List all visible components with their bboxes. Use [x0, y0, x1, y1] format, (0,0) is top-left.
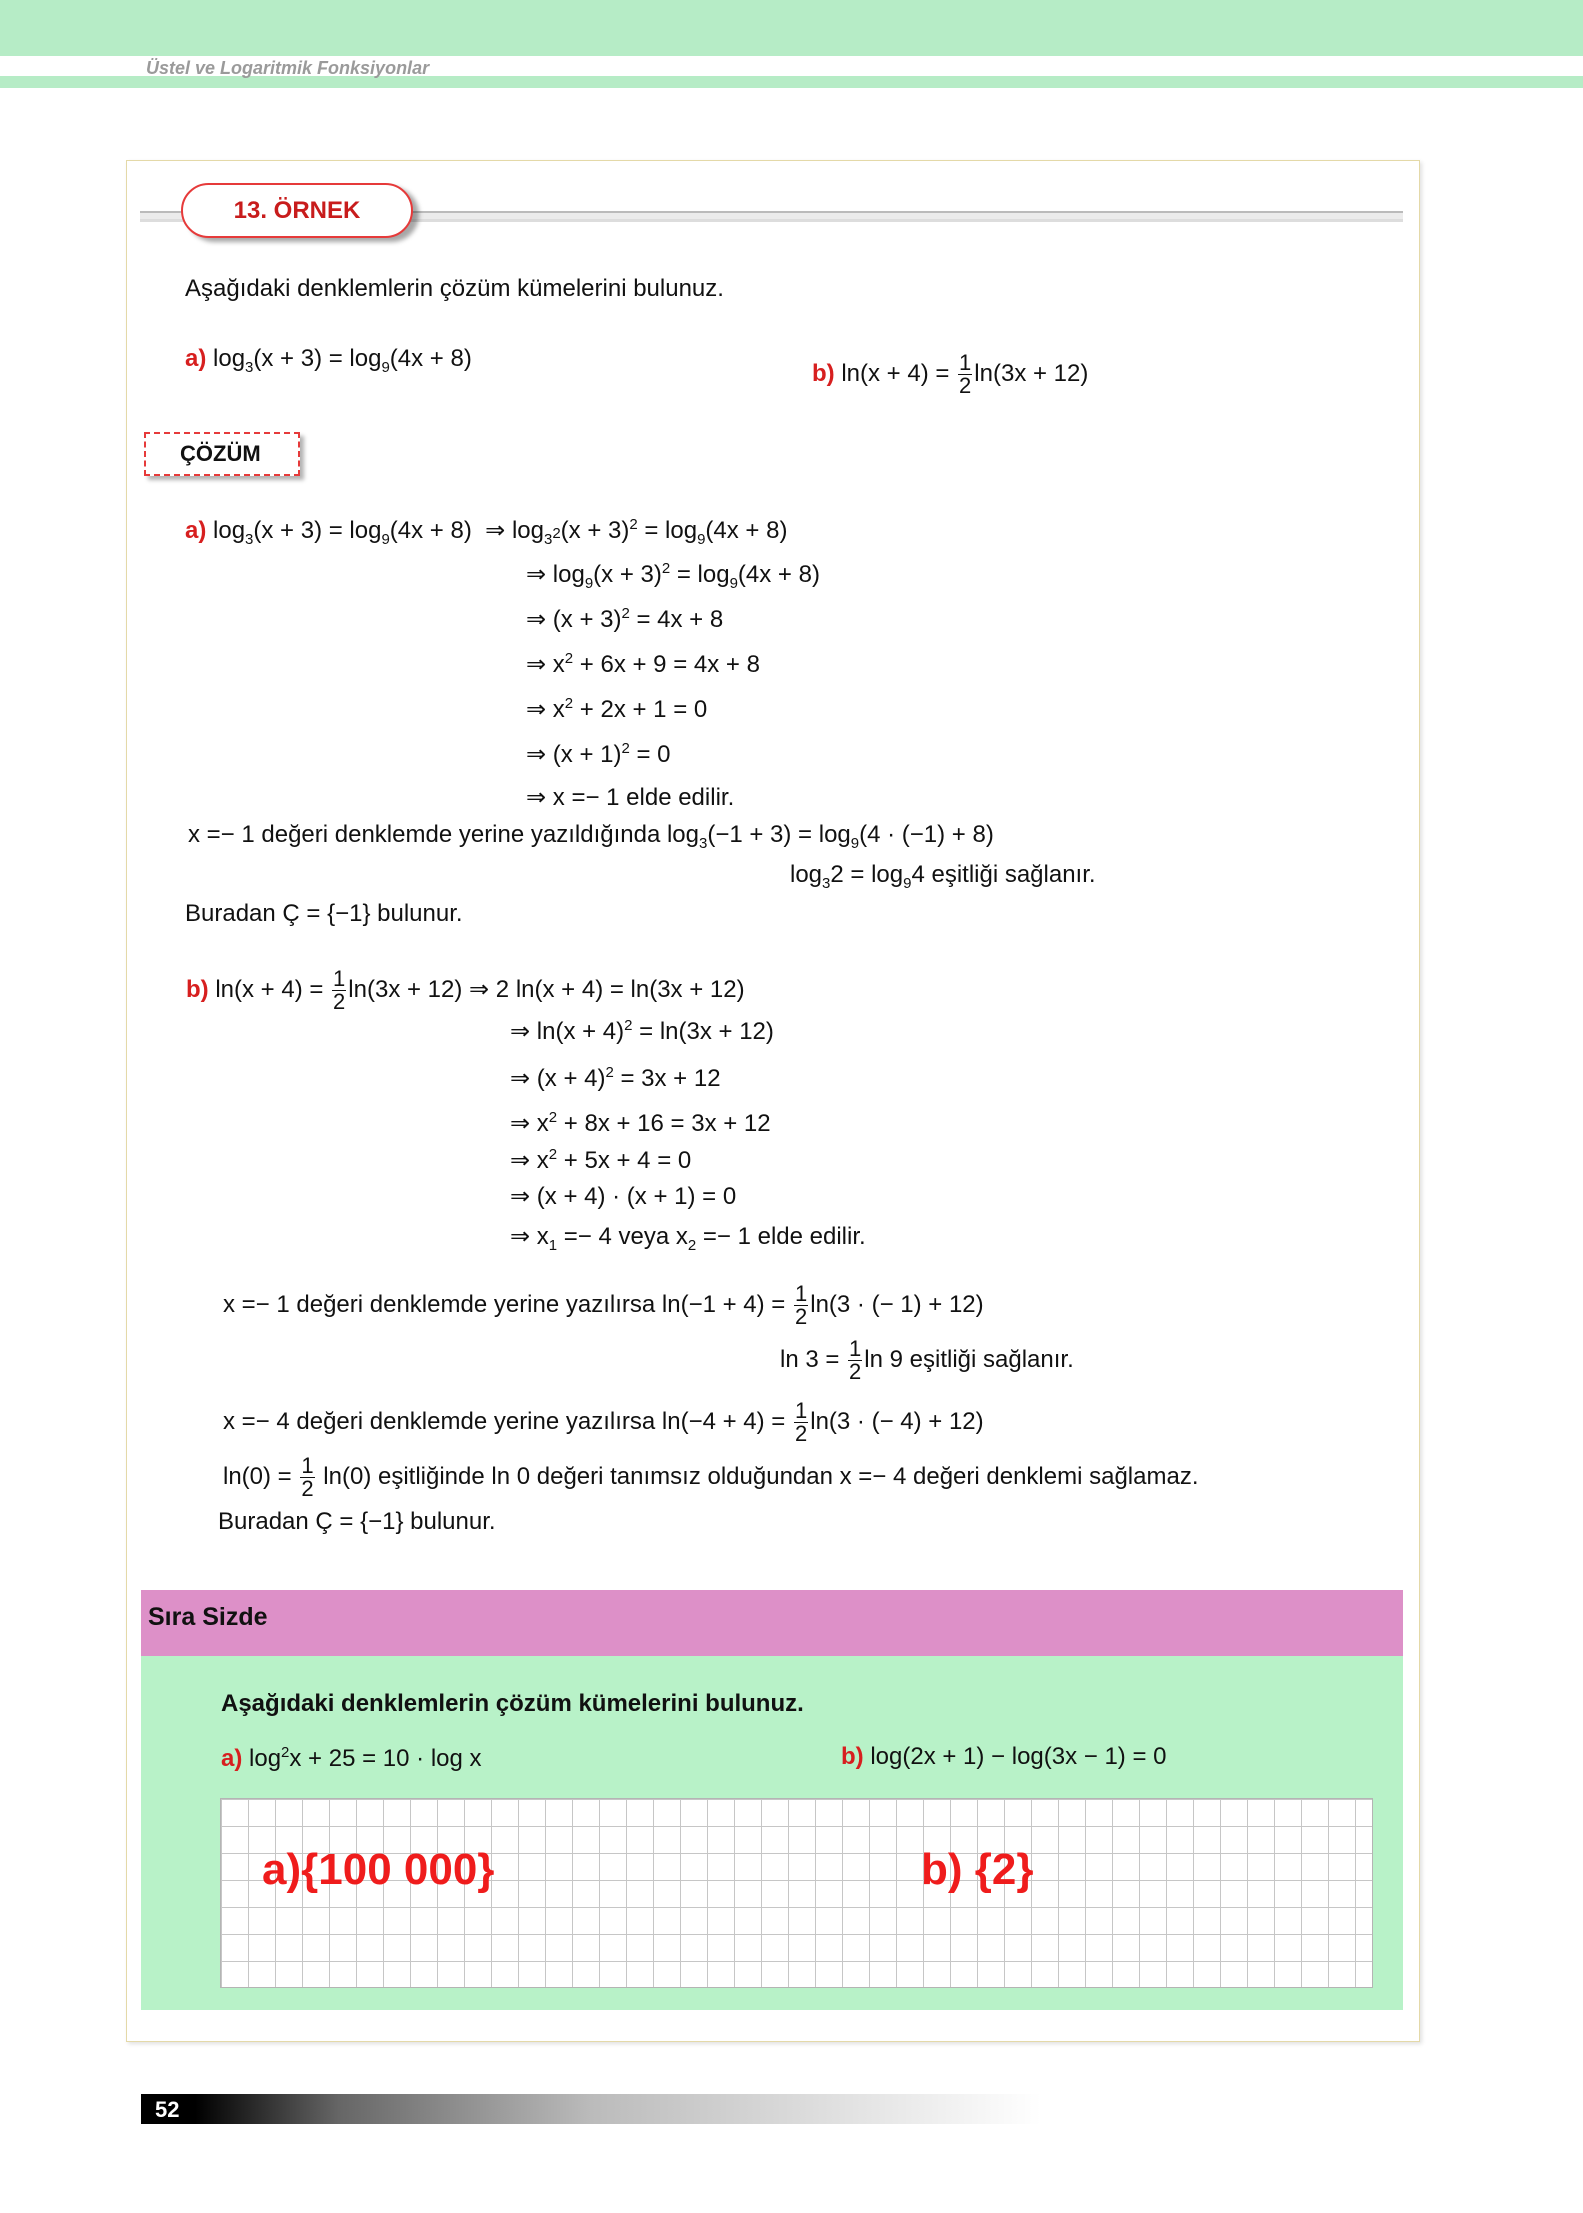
sol-a-line6: ⇒ $(x + 1)^2 = 0$ [526, 740, 671, 768]
sol-b-check1: x =− 1 değeri denklemde yerine yazılırsa ln(−1 + 4) = $\frac{1}{2}$ ln(3 · (− 1) + 12) [223, 1281, 984, 1329]
running-header: Üstel ve Logaritmik Fonksiyonlar [146, 58, 430, 78]
sol-b-line7: ⇒ $x_1 =- 4$ veya $x_2 =- 1$ elde edilir. [510, 1223, 866, 1254]
answer-b: b) {2} [921, 1845, 1034, 1894]
sol-b-check3: x =− 4 değeri denklemde yerine yazılırsa ln(−4 + 4) = $\frac{1}{2}$ ln(3 · (− 4) + 12) [223, 1398, 984, 1446]
page-number-bar [141, 2094, 1041, 2124]
sol-a-check1: x =− 1 değeri denklemde yerine yazıldığında $\log_3(-1 + 3) = \log_9(4 \cdot (-1) + 8)$ [188, 821, 994, 852]
sol-b-check4: ln(0) = $\frac{1}{2}$ ln(0) eşitliğinde ln 0 değeri tanımsız olduğundan x =− 4 değeri denklemi sağlamaz. [223, 1453, 1199, 1501]
practice-title: Sıra Sizde [148, 1603, 268, 1631]
sol-b-check2: ln 3 = $\frac{1}{2}$ ln 9 eşitliği sağlanır. [780, 1336, 1074, 1384]
sol-b-line5: ⇒ $x^2 + 5x + 4 = 0$ [510, 1146, 692, 1174]
practice-eq-a: a) $\log^2x + 25 = 10 \cdot \log x$ [221, 1744, 482, 1772]
sol-b-line4: ⇒ $x^2 + 8x + 16 = 3x + 12$ [510, 1109, 771, 1137]
sol-b-line6: ⇒ (x + 4) · (x + 1) = 0 [510, 1183, 737, 1210]
example-badge: 13. ÖRNEK [181, 183, 413, 238]
sol-a-line7: ⇒ x =− 1 elde edilir. [526, 784, 735, 811]
page-number: 52 [155, 2097, 180, 2122]
example-prompt: Aşağıdaki denklemlerin çözüm kümelerini bulunuz. [185, 275, 724, 302]
example-eq-a: a) $\log_3(x + 3) = \log_9(4x + 8)$ [185, 345, 472, 376]
sol-a-line5: ⇒ $x^2 + 2x + 1 = 0$ [526, 695, 708, 723]
practice-prompt: Aşağıdaki denklemlerin çözüm kümelerini bulunuz. [221, 1690, 804, 1717]
sol-b-result: Buradan Ç = {−1} bulunur. [218, 1508, 496, 1535]
practice-eq-b: b) log(2x + 1) − log(3x − 1) = 0 [841, 1743, 1167, 1770]
sol-a-check2: $\log_32 = \log_94$ eşitliği sağlanır. [790, 861, 1096, 892]
sol-a-line4: ⇒ $x^2 + 6x + 9 = 4x + 8$ [526, 650, 760, 678]
top-color-band [0, 0, 1583, 56]
sol-a-line1: a) $\log_3(x + 3) = \log_9(4x + 8)$ ⇒ $\log_{3^2}(x + 3)^2 = \log_9(4x + 8)$ [185, 516, 788, 548]
sol-a-result: Buradan Ç = {−1} bulunur. [185, 900, 463, 927]
solution-badge: ÇÖZÜM [144, 432, 300, 476]
example-eq-b: b) ln(x + 4) = $\frac{1}{2}$ ln(3x + 12) [812, 350, 1089, 398]
sol-b-line3: ⇒ $(x + 4)^2 = 3x + 12$ [510, 1064, 721, 1092]
sol-b-line2: ⇒ $\ln(x + 4)^2 = \ln(3x + 12)$ [510, 1017, 774, 1045]
sol-a-line3: ⇒ $(x + 3)^2 = 4x + 8$ [526, 605, 724, 633]
sol-b-line1: b) ln(x + 4) = $\frac{1}{2}$ ln(3x + 12) ⇒ 2 ln(x + 4) = ln(3x + 12) [186, 966, 745, 1014]
sol-a-line2: ⇒ $\log_9(x + 3)^2 = \log_9(4x + 8)$ [526, 560, 820, 592]
answer-a: a){100 000} [262, 1845, 495, 1894]
practice-header-bar [141, 1590, 1403, 1656]
